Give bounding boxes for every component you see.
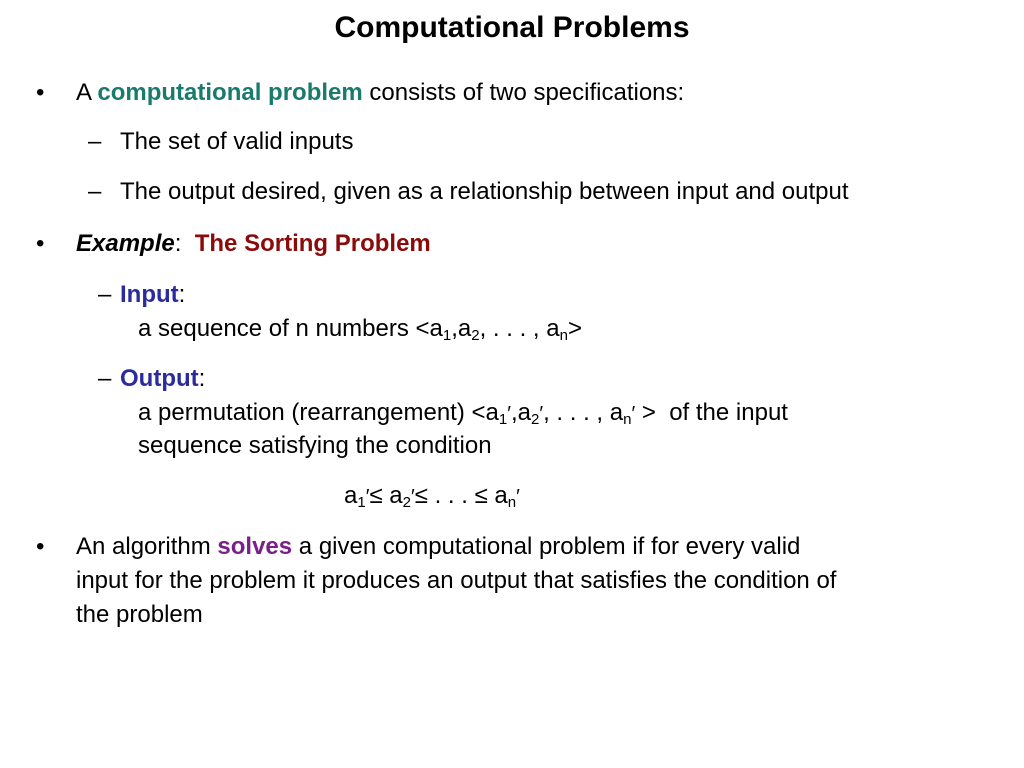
bullet-computational-problem bbox=[76, 76, 684, 110]
input-description: a sequence of n numbers $<a_1,a_2$, . . . , $a_n>$ bbox=[138, 315, 582, 344]
term-solves: solves bbox=[217, 533, 293, 560]
sub-valid-inputs: The set of valid inputs bbox=[120, 128, 354, 155]
output-heading: Output: bbox=[120, 365, 206, 392]
sort-condition: $a_1'\le a_2'\le$ . . . ≤ $a_n'$ bbox=[344, 482, 520, 511]
output-description-line2: sequence satisfying the condition bbox=[138, 432, 492, 459]
b1-post: consists of two specifications: bbox=[369, 79, 685, 106]
bullet-icon: • bbox=[36, 533, 45, 560]
input-label: Input bbox=[120, 281, 179, 308]
dash-icon: – bbox=[98, 281, 112, 308]
dash-icon: – bbox=[88, 128, 102, 155]
bullet-icon: • bbox=[36, 79, 45, 106]
sub-output-desired: The output desired, given as a relationship between input and output bbox=[120, 178, 849, 205]
bullet-icon: • bbox=[36, 230, 45, 257]
dash-icon: – bbox=[98, 365, 112, 392]
bullet-algorithm-solves: An algorithm solves a given computational problem if for every valid bbox=[76, 533, 801, 560]
term-computational-problem: computational problem bbox=[97, 79, 363, 106]
slide-title: Computational Problems bbox=[334, 11, 690, 44]
bullet-example: Example: The Sorting Problem bbox=[76, 230, 431, 257]
algorithm-line2: input for the problem it produces an output that satisfies the condition of bbox=[76, 567, 837, 594]
dash-icon: – bbox=[88, 178, 102, 205]
sorting-problem-heading: The Sorting Problem bbox=[194, 230, 431, 257]
input-heading: Input: bbox=[120, 281, 186, 308]
output-description: a permutation (rearrangement) $<a_1',a_2'$, . . . , $a_n'$ > of the input bbox=[138, 399, 788, 428]
b1-pre: A bbox=[76, 79, 91, 106]
algorithm-line3: the problem bbox=[76, 601, 203, 628]
example-label: Example bbox=[76, 230, 175, 257]
output-label: Output bbox=[120, 365, 199, 392]
